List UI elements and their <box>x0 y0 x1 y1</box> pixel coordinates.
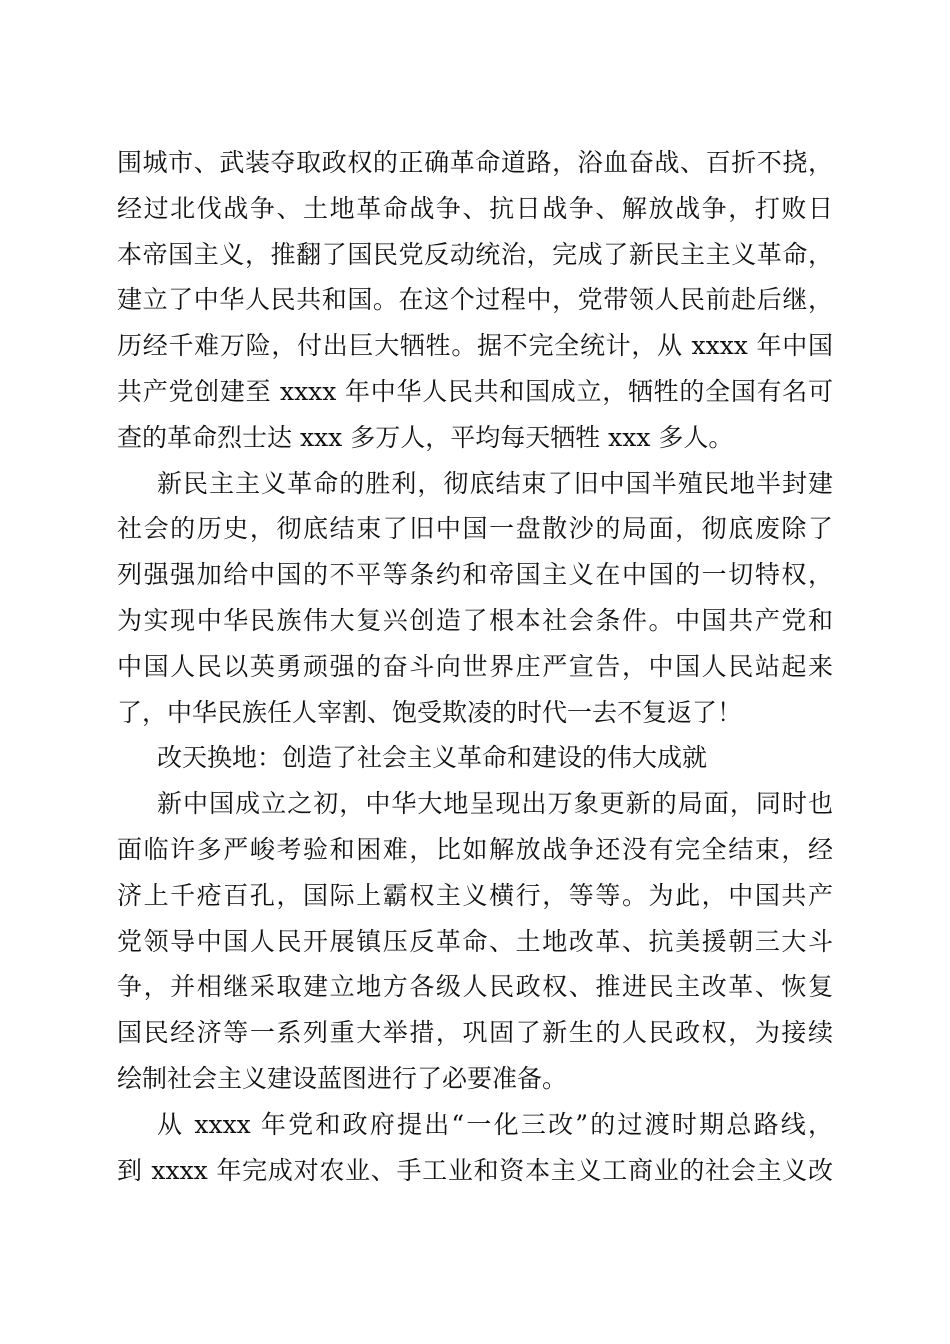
text-line: 围城市、武装夺取政权的正确革命道路，浴血奋战、百折不挠， <box>117 148 833 177</box>
section-heading <box>117 735 833 781</box>
text-line: 中国人民以英勇顽强的奋斗向世界庄严宣告，中国人民站起来 <box>117 651 833 681</box>
paragraph <box>117 140 833 461</box>
text-line: 新中国成立之初，中华大地呈现出万象更新的局面，同时也 <box>157 789 833 819</box>
text-line: 国民经济等一系列重大举措，巩固了新生的人民政权，为接续 <box>117 1018 833 1048</box>
text-line: 到 xxxx 年完成对农业、手工业和资本主义工商业的社会主义改 <box>117 1155 833 1185</box>
paragraph <box>117 461 833 736</box>
text-line: 本帝国主义，推翻了国民党反动统治，完成了新民主主义革命， <box>117 239 833 269</box>
text-line: 从 xxxx 年党和政府提出“一化三改”的过渡时期总路线， <box>157 1109 833 1139</box>
text-line: 共产党创建至 xxxx 年中华人民共和国成立，牺牲的全国有名可 <box>117 376 833 406</box>
text-line: 济上千疮百孔，国际上霸权主义横行，等等。为此，中国共产 <box>117 880 833 910</box>
text-line: 列强强加给中国的不平等条约和帝国主义在中国的一切特权， <box>117 560 833 590</box>
text-line: 绘制社会主义建设蓝图进行了必要准备。 <box>117 1063 568 1093</box>
text-line: 建立了中华人民共和国。在这个过程中，党带领人民前赴后继， <box>117 285 833 315</box>
text-line: 查的革命烈士达 xxx 多万人，平均每天牺牲 xxx 多人。 <box>117 422 734 452</box>
text-line: 社会的历史，彻底结束了旧中国一盘散沙的局面，彻底废除了 <box>117 514 833 544</box>
text-line: 争，并相继采取建立地方各级人民政权、推进民主改革、恢复 <box>117 972 833 1002</box>
text-line: 面临许多严峻考验和困难，比如解放战争还没有完全结束，经 <box>117 834 833 864</box>
text-line: 为实现中华民族伟大复兴创造了根本社会条件。中国共产党和 <box>117 605 833 635</box>
paragraph <box>117 781 833 1102</box>
document-body <box>117 140 833 1193</box>
text-line: 了，中华民族任人宰割、饱受欺凌的时代一去不复返了！ <box>117 697 743 727</box>
text-line: 经过北伐战争、土地革命战争、抗日战争、解放战争，打败日 <box>117 193 833 223</box>
text-line: 新民主主义革命的胜利，彻底结束了旧中国半殖民地半封建 <box>157 468 833 498</box>
text-line: 历经千难万险，付出巨大牺牲。据不完全统计，从 xxxx 年中国 <box>117 331 833 361</box>
text-line: 党领导中国人民开展镇压反革命、土地改革、抗美援朝三大斗 <box>117 926 833 956</box>
heading-text: 改天换地：创造了社会主义革命和建设的伟大成就 <box>157 743 708 773</box>
paragraph <box>117 1102 833 1194</box>
